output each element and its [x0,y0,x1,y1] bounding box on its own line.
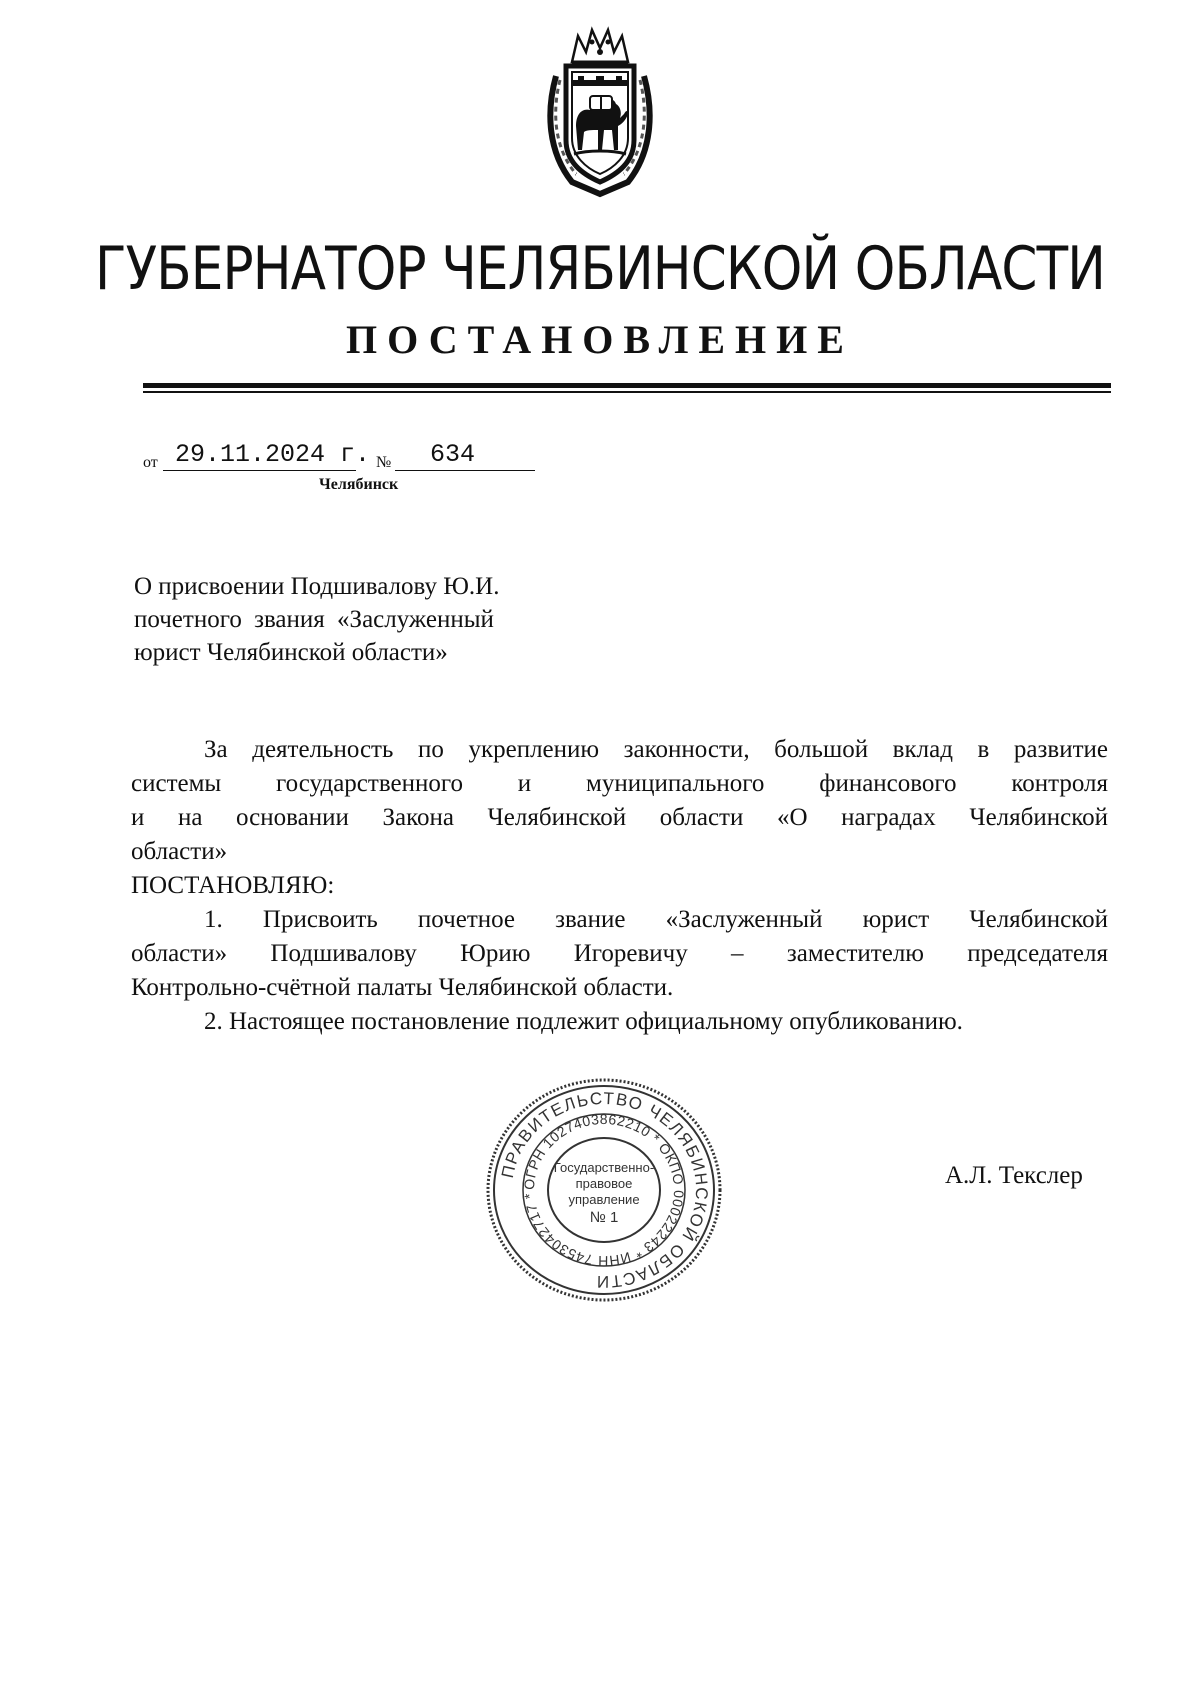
preamble-line: системы государственного и муниципального финансового контроля [131,770,1108,797]
decree-word: ПОСТАНОВЛЯЮ: [131,872,335,899]
item-1-line: Контрольно-счётной палаты Челябинской области. [131,974,674,1001]
item-1-line: 1. Присвоить почетное звание «Заслуженный юрист Челябинской [204,906,1108,933]
number-underline [395,470,535,471]
item-2: 2. Настоящее постановление подлежит официальному опубликованию. [204,1008,963,1035]
stamp-inner-text: ОГРН 1027403862210 * ОКПО 00022243 * ИНН 7453042717 * [520,1110,688,1270]
header-divider-thick [143,383,1111,388]
document-type: ПОСТАНОВЛЕНИЕ [346,317,854,362]
date-prefix: от [143,454,158,471]
stamp-center-line: правовое [575,1176,633,1191]
date-underline [163,470,356,471]
subject-line: почетного звания «Заслуженный [134,606,494,633]
issue-city: Челябинск [319,476,399,493]
stamp-outer-text: ПРАВИТЕЛЬСТВО ЧЕЛЯБИНСКОЙ ОБЛАСТИ [497,1088,712,1292]
organization-title: ГУБЕРНАТОР ЧЕЛЯБИНСКОЙ ОБЛАСТИ [95,234,1105,304]
header-divider-thin [143,391,1111,393]
preamble-line: За деятельность по укреплению законности, большой вклад в развитие [204,736,1108,763]
official-stamp-seal [483,1076,725,1304]
stamp-center-line: управление [568,1192,640,1207]
stamp-center-line: № 1 [589,1209,619,1226]
preamble-line: и на основании Закона Челябинской области «О наградах Челябинской [131,804,1108,831]
subject-line: юрист Челябинской области» [134,639,448,666]
document-body [131,733,1108,1039]
item-1-line: области» Подшивалову Юрию Игоревичу – заместителю председателя [131,940,1108,967]
preamble-line: области» [131,838,228,865]
document-date: 29.11.2024 г. [175,440,371,469]
document-subject [134,570,499,669]
number-prefix: № [376,454,392,471]
document-meta [143,440,603,500]
signatory-name: А.Л. Текслер [945,1162,1083,1189]
stamp-center-line: Государственно- [553,1160,655,1175]
document-number: 634 [430,440,476,469]
coat-of-arms-icon [542,22,658,200]
subject-line: О присвоении Подшивалову Ю.И. [134,573,500,600]
